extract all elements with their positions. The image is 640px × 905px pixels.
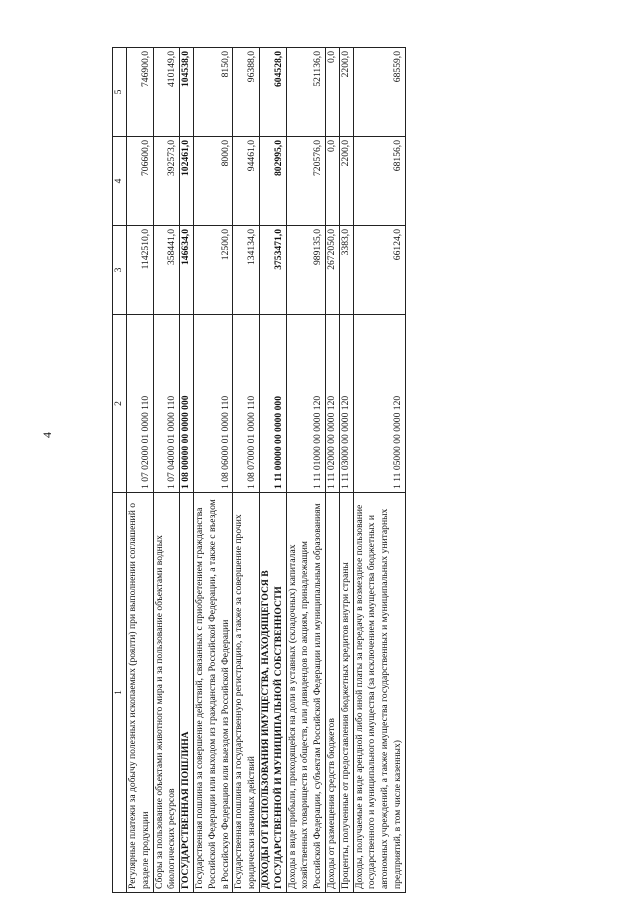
cell-col-3: 1142510,0 <box>127 226 154 315</box>
cell-col-3: 989135,0 <box>286 226 325 315</box>
cell-code: 1 08 07000 01 0000 110 <box>233 315 260 493</box>
header-row <box>113 48 127 893</box>
cell-name: Доходы, получаемые в виде арендной либо иной платы за передачу в возмездное пользование государственного и муниципального имущества (за исключением имущества бюджетных и автономных учреждений, а также имущества государственных и муниципальных унитарных предприятий, в том числе казенных) <box>353 493 405 893</box>
cell-col-4: 94461,0 <box>233 137 260 226</box>
cell-name: Регулярные платежи за добычу полезных ископаемых (роялти) при выполнении соглашений о разделе продукции <box>127 493 154 893</box>
cell-code: 1 08 06000 01 0000 110 <box>193 315 232 493</box>
cell-name: Проценты, полученные от предоставления бюджетных кредитов внутри страны <box>339 493 353 893</box>
cell-col-5: 746900,0 <box>127 48 154 137</box>
table-row <box>286 48 325 893</box>
cell-code: 1 07 04000 01 0000 110 <box>153 315 180 493</box>
table-row <box>153 48 180 893</box>
cell-code: 1 11 01000 00 0000 120 <box>286 315 325 493</box>
cell-name: Сборы за пользование объектами животного мира и за пользование объектами водных биологических ресурсов <box>153 493 180 893</box>
cell-name: Государственная пошлина за совершение действий, связанных с приобретением гражданства Российской Федерации или выходом из гражданства Российской Федерации, а также с въездом в Российскую Федерацию или выездом из Российской Федерации <box>193 493 232 893</box>
cell-col-3: 2672050,0 <box>325 226 339 315</box>
cell-col-4: 0,0 <box>325 137 339 226</box>
page-number: 4 <box>40 432 54 438</box>
cell-col-5: 0,0 <box>325 48 339 137</box>
cell-col-3: 66124,0 <box>353 226 405 315</box>
table-row <box>339 48 353 893</box>
cell-col-4: 720576,0 <box>286 137 325 226</box>
cell-code: 1 11 00000 00 0000 000 <box>259 315 286 493</box>
table-row <box>193 48 232 893</box>
rotated-table-container <box>112 48 535 893</box>
header-col-1: 1 <box>113 493 127 893</box>
cell-col-4: 68156,0 <box>353 137 405 226</box>
cell-col-3: 146634,0 <box>180 226 194 315</box>
cell-col-3: 3383,0 <box>339 226 353 315</box>
cell-col-5: 604528,0 <box>259 48 286 137</box>
cell-col-4: 2200,0 <box>339 137 353 226</box>
cell-col-4: 802995,0 <box>259 137 286 226</box>
cell-col-3: 3753471,0 <box>259 226 286 315</box>
cell-col-5: 2200,0 <box>339 48 353 137</box>
cell-code: 1 11 02000 00 0000 120 <box>325 315 339 493</box>
cell-code: 1 11 05000 00 0000 120 <box>353 315 405 493</box>
cell-code: 1 08 00000 00 0000 000 <box>180 315 194 493</box>
header-col-2: 2 <box>113 315 127 493</box>
cell-code: 1 07 02000 01 0000 110 <box>127 315 154 493</box>
cell-name: ГОСУДАРСТВЕННАЯ ПОШЛИНА <box>180 493 194 893</box>
table-row <box>353 48 405 893</box>
cell-code: 1 11 03000 00 0000 120 <box>339 315 353 493</box>
cell-name: Государственная пошлина за государственную регистрацию, а также за совершение прочих юридически значимых действий <box>233 493 260 893</box>
cell-name: Доходы в виде прибыли, приходящейся на доли в уставных (складочных) капиталах хозяйственных товариществ и обществ, или дивидендов по акциям, принадлежащим Российской Федерации, субъектам Российской Федерации или муниципальным образованиям <box>286 493 325 893</box>
cell-col-5: 8150,0 <box>193 48 232 137</box>
cell-col-3: 358441,0 <box>153 226 180 315</box>
cell-col-5: 68559,0 <box>353 48 405 137</box>
cell-col-4: 8000,0 <box>193 137 232 226</box>
revenue-table <box>112 47 406 893</box>
table-row <box>325 48 339 893</box>
table-row <box>127 48 154 893</box>
cell-col-3: 134134,0 <box>233 226 260 315</box>
cell-col-5: 96388,0 <box>233 48 260 137</box>
header-col-5: 5 <box>113 48 127 137</box>
cell-col-4: 392573,0 <box>153 137 180 226</box>
cell-name: ДОХОДЫ ОТ ИСПОЛЬЗОВАНИЯ ИМУЩЕСТВА, НАХОДЯЩЕГОСЯ В ГОСУДАРСТВЕННОЙ И МУНИЦИПАЛЬНОЙ СОБСТВЕННОСТИ <box>259 493 286 893</box>
header-col-4: 4 <box>113 137 127 226</box>
table-row <box>259 48 286 893</box>
cell-col-3: 12500,0 <box>193 226 232 315</box>
table-row <box>180 48 194 893</box>
table-row <box>233 48 260 893</box>
cell-name: Доходы от размещения средств бюджетов <box>325 493 339 893</box>
cell-col-5: 410149,0 <box>153 48 180 137</box>
cell-col-4: 102461,0 <box>180 137 194 226</box>
cell-col-5: 104538,0 <box>180 48 194 137</box>
cell-col-4: 706600,0 <box>127 137 154 226</box>
header-col-3: 3 <box>113 226 127 315</box>
cell-col-5: 521136,0 <box>286 48 325 137</box>
